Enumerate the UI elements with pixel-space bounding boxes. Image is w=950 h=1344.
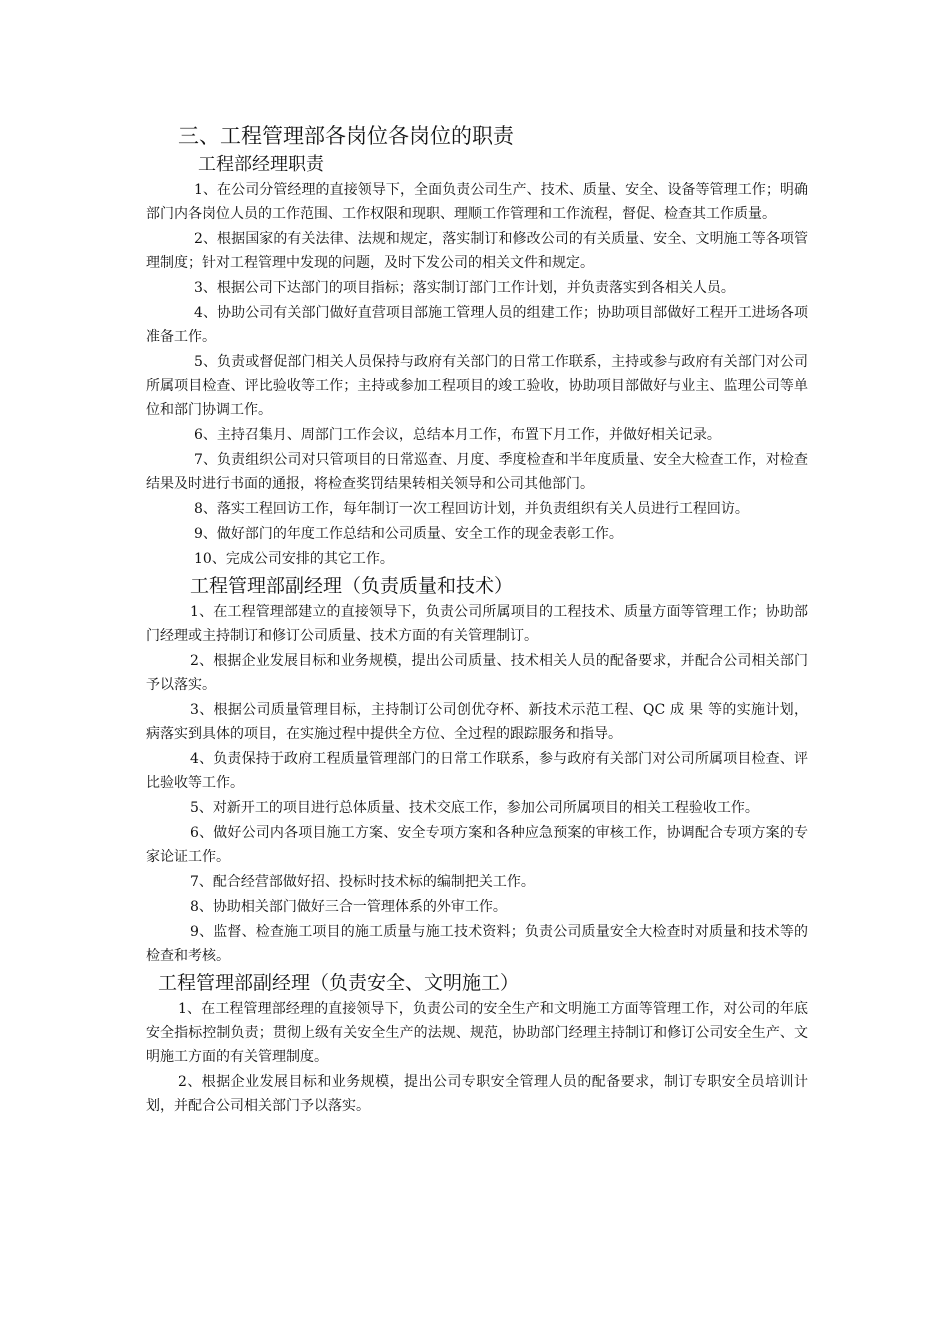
deputy-quality-item-4: 4、负责保持于政府工程质量管理部门的日常工作联系，参与政府有关部门对公司所属项目检查、评比验收等工作。 [146, 751, 808, 791]
deputy-safety-item-1: 1、在工程管理部经理的直接领导下，负责公司的安全生产和文明施工方面等管理工作，对公司的年底安全指标控制负责；贯彻上级有关安全生产的法规、规范，协助部门经理主持制订和修订公司安全生产、文明施工方面的有关管理制度。 [146, 1001, 808, 1065]
manager-heading: 工程部经理职责 [198, 154, 324, 175]
manager-item-6: 6、主持召集月、周部门工作会议，总结本月工作，布置下月工作，并做好相关记录。 [194, 427, 721, 443]
manager-item-10: 10、完成公司安排的其它工作。 [194, 551, 394, 567]
manager-item-5: 5、负责或督促部门相关人员保持与政府有关部门的日常工作联系，主持或参与政府有关部门对公司所属项目检查、评比验收等工作；主持或参加工程项目的竣工验收，协助项目部做好与业主、监理公司等单位和部门协调工作。 [146, 354, 808, 418]
manager-item-7: 7、负责组织公司对只管项目的日常巡查、月度、季度检查和半年度质量、安全大检查工作，对检查结果及时进行书面的通报，将检查奖罚结果转相关领导和公司其他部门。 [146, 452, 808, 492]
manager-item-2: 2、根据国家的有关法律、法规和规定，落实制订和修改公司的有关质量、安全、文明施工等各项管理制度；针对工程管理中发现的问题，及时下发公司的相关文件和规定。 [146, 231, 808, 271]
deputy-quality-item-2: 2、根据企业发展目标和业务规模，提出公司质量、技术相关人员的配备要求，并配合公司相关部门予以落实。 [146, 653, 808, 693]
deputy-safety-heading: 工程管理部副经理（负责安全、文明施工） [158, 972, 520, 994]
section-title: 三、工程管理部各岗位各岗位的职责 [178, 124, 514, 148]
manager-item-3: 3、根据公司下达部门的项目指标；落实制订部门工作计划，并负责落实到各相关人员。 [194, 280, 735, 296]
document-page [146, 120, 808, 1119]
deputy-quality-item-8: 8、协助相关部门做好三合一管理体系的外审工作。 [190, 899, 507, 915]
deputy-quality-heading: 工程管理部副经理（负责质量和技术） [190, 575, 514, 597]
deputy-quality-item-3: 3、根据公司质量管理目标，主持制订公司创优夺杯、新技术示范工程、QC 成 果 等的实施计划，病落实到具体的项目，在实施过程中提供全方位、全过程的跟踪服务和指导。 [146, 702, 808, 742]
deputy-quality-item-5: 5、对新开工的项目进行总体质量、技术交底工作，参加公司所属项目的相关工程验收工作。 [190, 800, 759, 816]
deputy-quality-item-6: 6、做好公司内各项目施工方案、安全专项方案和各种应急预案的审核工作，协调配合专项方案的专家论证工作。 [146, 825, 808, 865]
deputy-safety-item-2: 2、根据企业发展目标和业务规模，提出公司专职安全管理人员的配备要求，制订专职安全员培训计划，并配合公司相关部门予以落实。 [146, 1074, 808, 1114]
manager-item-4: 4、协助公司有关部门做好直营项目部施工管理人员的组建工作；协助项目部做好工程开工进场各项准备工作。 [146, 305, 808, 345]
manager-item-1: 1、在公司分管经理的直接领导下，全面负责公司生产、技术、质量、安全、设备等管理工作；明确部门内各岗位人员的工作范围、工作权限和现职、理顺工作管理和工作流程，督促、检查其工作质量。 [146, 182, 808, 222]
deputy-quality-item-1: 1、在工程管理部建立的直接领导下，负责公司所属项目的工程技术、质量方面等管理工作；协助部门经理或主持制订和修订公司质量、技术方面的有关管理制订。 [146, 604, 808, 644]
manager-item-9: 9、做好部门的年度工作总结和公司质量、安全工作的现金表彰工作。 [194, 526, 623, 542]
manager-item-8: 8、落实工程回访工作，每年制订一次工程回访计划，并负责组织有关人员进行工程回访。 [194, 501, 749, 517]
deputy-quality-item-7: 7、配合经营部做好招、投标时技术标的编制把关工作。 [190, 874, 535, 890]
deputy-quality-item-9: 9、监督、检查施工项目的施工质量与施工技术资料；负责公司质量安全大检查时对质量和技术等的检查和考核。 [146, 924, 808, 964]
